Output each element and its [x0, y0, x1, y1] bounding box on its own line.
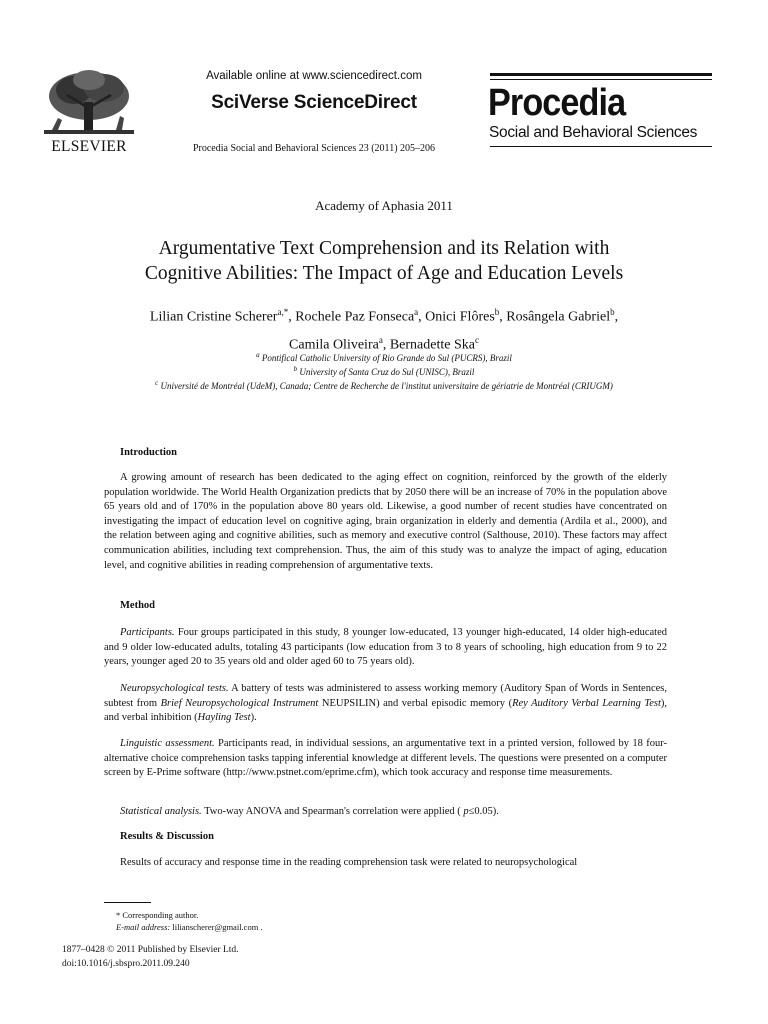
affiliation-text: University of Santa Cruz do Sul (UNISC), Brazil [299, 367, 475, 377]
affiliation-text: Pontifical Catholic University of Rio Grande do Sul (PUCRS), Brazil [261, 353, 512, 363]
affiliation-mark: b [293, 365, 298, 373]
statistics-paragraph [104, 805, 667, 820]
section-heading-results: Results & Discussion [120, 831, 214, 842]
available-online-link[interactable]: Available online at www.sciencedirect.com [206, 70, 422, 82]
author-name: Rochele Paz Fonseca [295, 309, 415, 325]
author-name: Onici Flôres [425, 309, 495, 325]
participants-label: Participants. [120, 627, 175, 638]
section-heading-introduction: Introduction [120, 447, 177, 458]
introduction-paragraph: A growing amount of research has been dedicated to the aging effect on cognition, reinforced by the growth of the elderly population worldwide. The World Health Organization predicts that by 2050 there will be an increase of 70% in the population above 65 years old and of 170% in the population above 80 years old. Likewise, a good number of recent studies have concentrated on investigating the impact of education level on cognitive aging, brain organization in elderly and dementia (Ardila et al., 2000), and the relation between aging and cognitive abilities, such as memory and executive control (Salthouse, 2010). These factors may affect communication abilities, including text comprehension. Thus, the aim of this study was to analyze the impact of aging, education level, and cognitive abilities in reading comprehension of argumentative texts. [104, 472, 667, 571]
statistics-text: Two-way ANOVA and Spearman's correlation were applied ( [201, 806, 464, 817]
author-name: Camila Oliveira [289, 337, 379, 353]
author-name: Lilian Cristine Scherer [149, 309, 278, 325]
author-mark: b [494, 307, 500, 317]
header-rule [490, 73, 712, 76]
title-line-1: Argumentative Text Comprehension and its Relation with [158, 238, 610, 259]
author-mark: a,* [277, 307, 289, 317]
author-mark: c [474, 334, 479, 345]
neuropsych-label: Neuropsychological tests. [120, 683, 229, 694]
author-mark: a [414, 307, 419, 317]
sciverse-logo-text: SciVerse ScienceDirect [211, 92, 417, 113]
linguistic-label: Linguistic assessment. [120, 738, 215, 749]
affiliation [60, 379, 708, 391]
title-line-2: Cognitive Abilities: The Impact of Age and Education Levels [144, 263, 624, 284]
neuropsych-text: ). [250, 712, 257, 724]
author-mark: b [610, 307, 615, 317]
journal-reference: Procedia Social and Behavioral Sciences 23 (2011) 205–206 [192, 143, 436, 154]
footnote-rule [104, 902, 151, 903]
issn-copyright: 1877–0428 © 2011 Published by Elsevier Ltd. [62, 945, 239, 955]
publisher-name: ELSEVIER [51, 138, 127, 155]
participants-paragraph [104, 626, 667, 670]
test-name: Hayling Test [197, 712, 251, 724]
neuropsych-text: NEUPSILIN) and verbal episodic memory ( [318, 697, 513, 709]
affiliation-text: Université de Montréal (UdeM), Canada; Centre de Recherche de l'institut universitaire de gériatrie de Montréal (CRIUGM) [160, 381, 613, 391]
header-rule [490, 79, 712, 80]
neuropsych-paragraph [104, 682, 667, 726]
statistics-label: Statistical analysis. [120, 806, 202, 817]
journal-logo-subtitle: Social and Behavioral Sciences [489, 124, 698, 141]
affiliation-mark: a [256, 351, 260, 359]
conference-name: Academy of Aphasia 2011 [315, 198, 453, 213]
affiliation-mark: c [155, 379, 159, 387]
affiliation [60, 351, 708, 363]
statistics-text: ≤0.05). [468, 806, 499, 817]
neuropsych-text: A battery of tests was administered to assess working memory (Auditory Span of Words in Sentences, subtest from [104, 683, 667, 709]
email-address[interactable]: lilianscherer@gmail.com . [170, 922, 263, 932]
email-label: E-mail address: [116, 922, 171, 932]
linguistic-paragraph [104, 737, 667, 781]
neuropsych-text: ), and verbal inhibition ( [104, 697, 668, 724]
author-mark: a [378, 334, 383, 345]
author-name: Rosângela Gabriel [506, 309, 611, 325]
affiliation [60, 365, 708, 377]
header-rule [490, 146, 712, 147]
participants-text: Four groups participated in this study, 8 younger low-educated, 13 younger high-educated, 14 older high-educated and 9 older low-educated adults, totaling 43 participants (low education from 3 to 8 years of schooling, high education from 9 to 22 years, younger aged 20 to 35 years old and older aged 60 to 75 years old). [104, 627, 667, 668]
email-note [116, 922, 263, 932]
doi-link[interactable]: doi:10.1016/j.sbspro.2011.09.240 [62, 959, 190, 969]
author-name: Bernadette Ska [389, 337, 475, 353]
section-heading-method: Method [120, 600, 155, 611]
corresponding-author-note: * Corresponding author. [116, 910, 199, 920]
test-name: Rey Auditory Verbal Learning Test [512, 697, 661, 709]
linguistic-text: Participants read, in individual sessions, an argumentative text in a printed version, followed by 18 four-alternative choice comprehension tasks tapping inferential knowledge at different levels. The questions were presented on a computer screen by E-Prime software (http://www.pstnet.com/eprime.cfm), which took accuracy and response time measurements. [104, 738, 668, 779]
statistics-p-symbol: p [463, 806, 469, 817]
journal-logo-title: Procedia [488, 82, 626, 124]
paper-title [84, 236, 684, 286]
results-paragraph: Results of accuracy and response time in the reading comprehension task were related to neuropsychological [120, 857, 578, 868]
test-name: Brief Neuropsychological Instrument [160, 697, 319, 709]
author-list: Lilian Cristine Scherer$^{a,*}$, Rochele Paz Fonseca$^a$, Onici Flôres$^b$, Rosângela Gabriel$^b$, Camila Oliveira$^a$, Bernadette Ska$^c$ [149, 307, 619, 353]
